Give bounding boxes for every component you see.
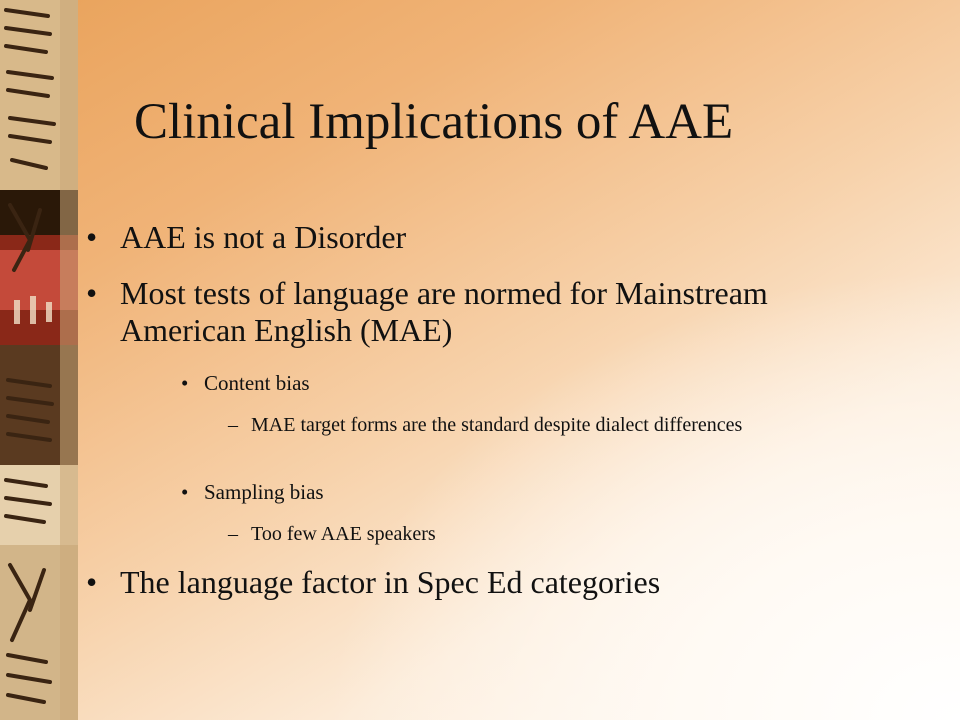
bullet-aae-not-disorder: [86, 219, 926, 256]
bullet-text: Most tests of language are normed for Mainstream American English (MAE): [120, 275, 768, 348]
dash-mark: –: [228, 523, 238, 545]
bullet-text: Content bias: [204, 371, 310, 395]
bullet-tests-normed-mae: [86, 275, 806, 349]
dash-mark: –: [228, 414, 238, 436]
bullet-language-factor-spec-ed: [86, 564, 926, 601]
bullet-text: AAE is not a Disorder: [120, 219, 407, 255]
bullet-mark: •: [86, 564, 98, 600]
bullet-mark: •: [181, 480, 189, 504]
bullet-text: MAE target forms are the standard despite dialect differences: [251, 414, 743, 436]
bullet-mark: •: [181, 371, 189, 395]
bullet-mark: •: [86, 219, 98, 255]
decorative-border-strip: [0, 0, 78, 720]
sub-bullet-content-bias: [181, 371, 881, 396]
bullet-text: The language factor in Spec Ed categories: [120, 564, 661, 600]
bullet-mark: •: [86, 275, 98, 311]
bullet-text: Too few AAE speakers: [251, 523, 436, 545]
sub-sub-bullet-few-aae-speakers: [228, 522, 810, 546]
sub-sub-bullet-mae-target-forms: [228, 413, 810, 437]
slide-title: Clinical Implications of AAE: [134, 94, 734, 150]
sub-bullet-sampling-bias: [181, 480, 881, 505]
bullet-text: Sampling bias: [204, 480, 324, 504]
